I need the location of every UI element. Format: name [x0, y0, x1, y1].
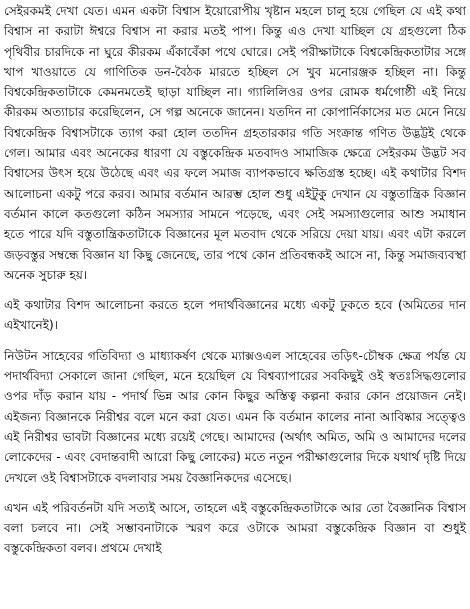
paragraph-3: নিউটন সাহেবের গতিবিদ্যা ও মাধ্যাকর্ষণ থেকে ম্যাক্সওএল সাহেবের তড়িৎ-চৌম্বক ক্ষেত্র পর্যন্ত যে পদার্থবিদ্যা সেকালে জানা গেছিল, মনে হয়েছিল যে বিশ্বব্যাপারের সবকিছুই ওই স্বতঃসিদ্ধগুলোর ওপর দাঁড় করান যায় - পদার্থ ভিন্ন আর কোন কিছুর অস্তিত্ব কল্পনা করার কোন প্রয়োজন নেই। এইজন্য বিজ্ঞানকে নিরীশ্বর বলে মনে করা যেত। এমন কি বর্তমান কালের নানা আবিষ্কার সত্ত্বেও এই নিরীশ্বর ভাবটা বিজ্ঞানের মধ্যে রয়েই গেছে। আমাদের (অর্থাৎ অমিত, অমি ও আমাদের দলের লোকেদের - এবং বেদান্তবাদী আরো কিছু লোকের) মতে নতুন পরীক্ষাগুলোর দিকে যথার্থ দৃষ্টি দিয়ে দেখলে ওই বিশ্বাসটাকে বদলাবার সময় বৈজ্ঞানিকদের এসেছে। — [4, 348, 466, 485]
paragraph-gap — [4, 285, 466, 295]
paragraph-1: সেইরকমই দেখা যেত। এমন একটা বিশ্বাস ইয়োরোপীয় খৃষ্টান মহলে চালু হয়ে গেছিল যে এই কথা বিশ্বাস না করাটা ঈশ্বরে বিশ্বাস না করার মতই পাপ। কিন্তু এও দেখা যাচ্ছিল যে গ্রহগুলো ঠিক পৃথিবীর চারদিকে না ঘুরে কীরকম এঁকাবেঁকা পথে ঘোরে। সেই পরীক্ষাটাকে বিশ্বকেন্দ্রিকতাটার সঙ্গে খাপ খাওয়াতে যে গাণিতিক ডন-বৈঠক মারতে হচ্ছিল সে খুব মনোরঞ্জক হচ্ছিল না। কিন্তু বিশ্বকেন্দ্রিকতাটাকে কেমনমতেই ছাড়া যাচ্ছিল না। গ্যালিলিওর ওপর রোমক ধর্মগোষ্ঠী এই নিয়ে কীরকম অত্যাচার করেছিলেন, সে গল্প অনেকে জানেন। যতদিন না কোপার্নিকাসের মত মেনে নিয়ে বিশ্বকেন্দ্রিক বিশ্বাসটাকে ত্যাগ করা হোল ততদিন গ্রহতারকার গতি সংক্রান্ত গণিত উদ্ভট্টই থেকে গেল। আমার এবং অনেকের ধারণা যে বস্তুকেন্দ্রিক মতবাদও সামাজিক ক্ষেত্রে সেইরকম উদ্ভট সব বিশ্বাসের উৎস হয়ে উঠেছে এবং এর ফলে সমাজ ব্যাপকভাবে ক্ষতিগ্রস্ত হচ্ছে। এই কথাটার বিশদ আলোচনা একটু পরে করব। আমার বর্তমান আরম্ভ হোল শুধু এইটুকু দেখান যে বস্তুতান্ত্রিক বিজ্ঞান বর্তমান কালে কতগুলো কঠিন সমস্যার সামনে পড়েছে, এবং সেই সমস্যাগুলোর আশু সমাধান হতে পারে যদি বস্তুতান্ত্রিকতাটাকে বিজ্ঞানের মূল মতবাদ থেকে সরিয়ে দেয়া যায়। এবং এটা করলে জড়বস্তুর সম্বন্ধে বিজ্ঞান যা কিছু জেনেছে, তার পথে কোন প্রতিবন্ধকই আসে না, কিন্তু সমাজব্যবস্থা অনেক সুচারু হয়। — [4, 4, 466, 282]
paragraph-4: এখন এই পরিবর্তনটা যদি সত্যই আসে, তাহলে এই বস্তুকেন্দ্রিকতাটাকে আর তো বৈজ্ঞানিক বিশ্বাস বলা চলবে না। সেই সম্ভাবনাটাকে স্মরণ করে ওটাকে আমরা বস্তুকেন্দ্রিক বিজ্ঞান বা শুধুই বস্তুকেন্দ্রিকতা বলব। প্রথমে দেখাই — [4, 500, 466, 556]
paragraph-gap — [4, 336, 466, 346]
paragraph-gap — [4, 488, 466, 498]
paragraph-2: এই কথাটার বিশদ আলোচনা করতে হলে পদার্থবিজ্ঞানের মধ্যে একটু ঢুকতে হবে (অমিতের দান এইখানেই)। — [4, 298, 466, 333]
